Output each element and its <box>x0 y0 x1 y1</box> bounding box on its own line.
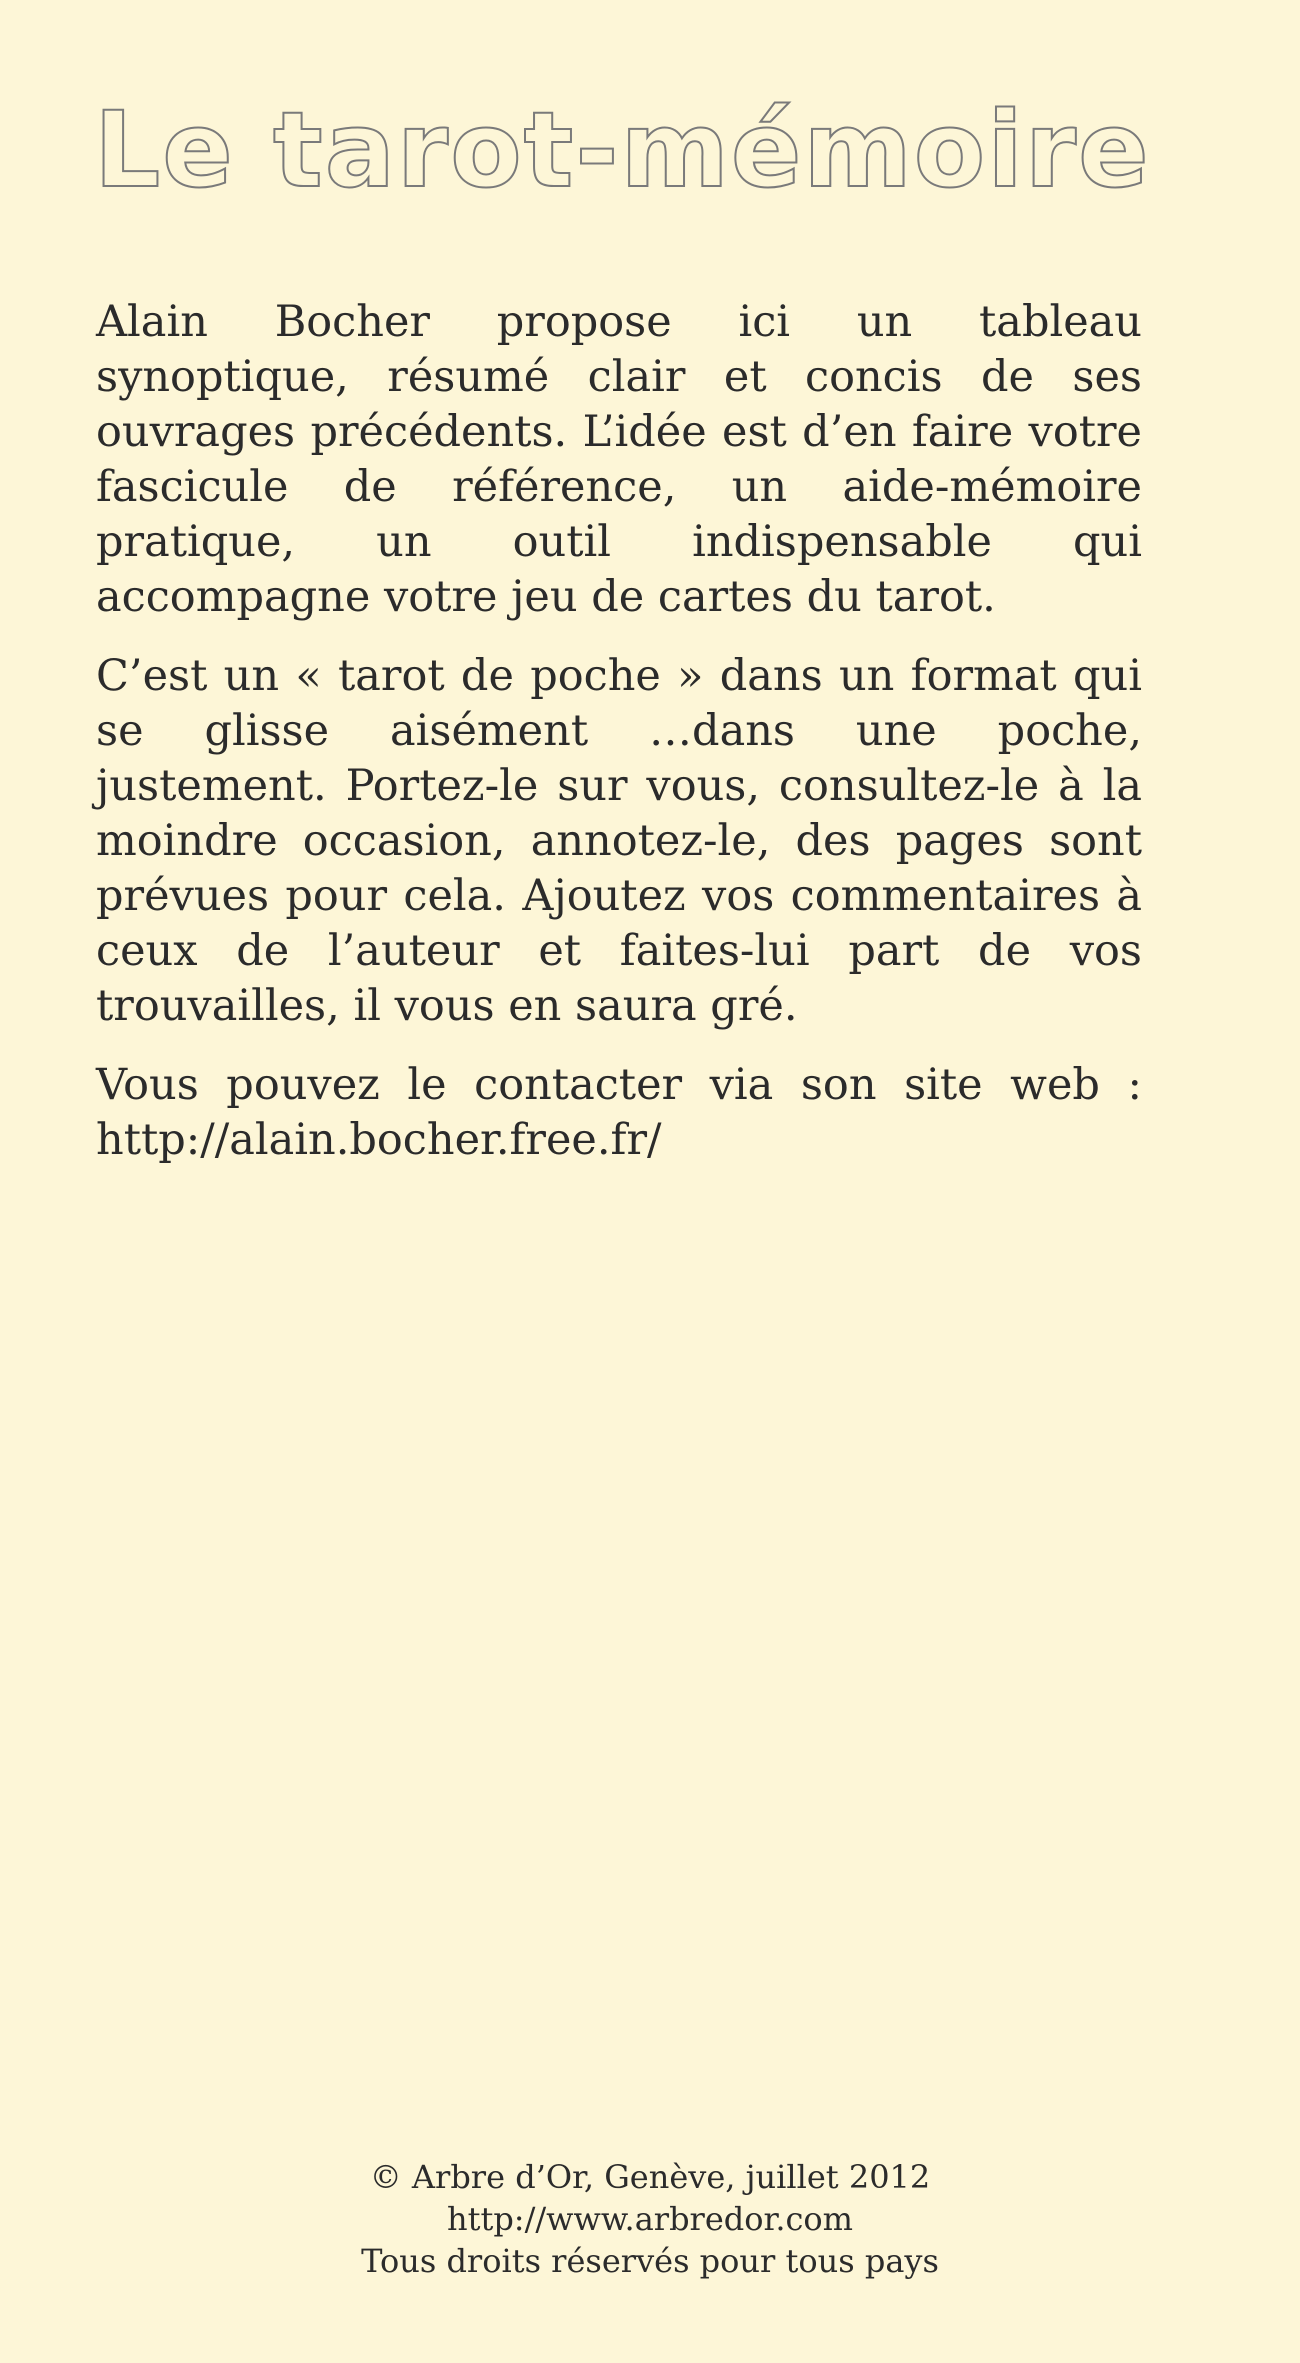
contact-text: Vous pouvez le contacter via son site web : <box>96 1060 1142 1110</box>
body-text <box>96 295 1142 1192</box>
copyright-line: © Arbre d’Or, Genève, juillet 2012 <box>369 2158 931 2196</box>
author-website-link[interactable]: http://alain.bocher.free.fr/ <box>96 1115 662 1165</box>
paragraph-pocket-tarot: C’est un « tarot de poche » dans un format qui se glisse aisément …dans une poche, justement. Portez-le sur vous, consultez-le à la moindre occasion, annotez-le, des pages sont prévues pour cela. Ajoutez vos commentaires à ceux de l’auteur et faites-lui part de vos trouvailles, il vous en saura gré. <box>96 651 1142 1031</box>
paragraph-contact <box>96 1058 1142 1168</box>
publisher-footer <box>0 2156 1300 2282</box>
page-title: Le tarot-mémoire <box>94 89 1151 211</box>
paragraph-intro: Alain Bocher propose ici un tableau synoptique, résumé clair et concis de ses ouvrages précédents. L’idée est d’en faire votre fascicule de référence, un aide-mémoire pratique, un outil indispensable qui accompagne votre jeu de cartes du tarot. <box>96 297 1142 622</box>
rights-line: Tous droits réservés pour tous pays <box>361 2242 939 2280</box>
publisher-website-link[interactable]: http://www.arbredor.com <box>446 2200 854 2238</box>
